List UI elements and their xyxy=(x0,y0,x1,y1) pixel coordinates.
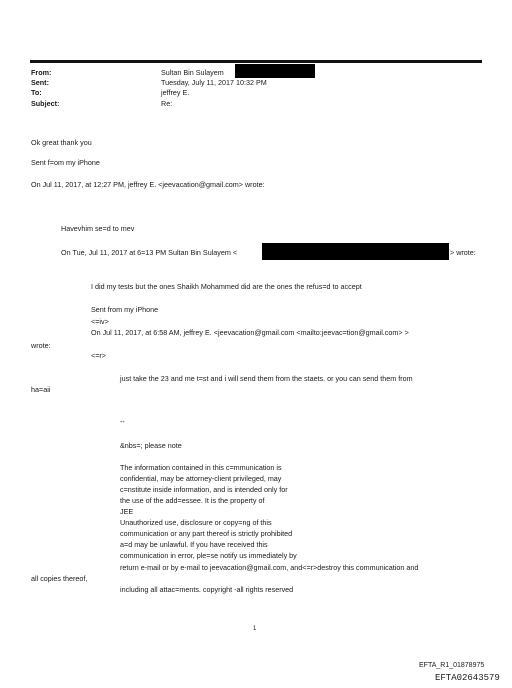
notice-line-8: a=d may be unlawful. If you have received this xyxy=(120,540,268,549)
notice-line-9: communication in error, ple=se notify us immediately by xyxy=(120,551,297,560)
quote-line-11: -- xyxy=(120,417,125,426)
notice-line-10: return e-mail or by e-mail to jeevacation@gmail.com, and<=r>destroy this communication and xyxy=(120,563,419,572)
quote-line-4: Sent from my iPhone xyxy=(91,305,159,314)
from-label: From: xyxy=(31,68,52,77)
quote-line-2-end: > wrote: xyxy=(450,248,476,257)
sent-value: Tuesday, July 11, 2017 10:32 PM xyxy=(161,78,267,87)
redaction-bar xyxy=(235,64,315,78)
quote-line-10: ha=aii xyxy=(31,385,51,394)
notice-line-4: the use of the add=essee. It is the property of xyxy=(120,496,265,505)
document-reference-1: EFTA_R1_01878975 xyxy=(419,662,485,669)
quote-line-3: I did my tests but the ones Shaikh Mohammed did are the ones the refus=d to accept xyxy=(91,282,362,291)
page-number: 1 xyxy=(253,626,257,632)
quote-line-8: <=r> xyxy=(91,351,106,360)
quote-line-2-start: On Tue, Jul 11, 2017 at 6=13 PM Sultan Bin Sulayem < xyxy=(61,248,238,257)
quote-line-12: &nbs=; please note xyxy=(120,441,182,450)
body-line-3: On Jul 11, 2017, at 12:27 PM, jeffrey E. <jeevacation@gmail.com> wrote: xyxy=(31,180,265,189)
from-value: Sultan Bin Sulayem xyxy=(161,68,224,77)
quote-line-5: <=iv> xyxy=(91,317,109,326)
notice-line-3: c=nstitute inside information, and is intended only for xyxy=(120,485,288,494)
header-rule xyxy=(30,60,482,63)
to-label: To: xyxy=(31,88,42,97)
notice-line-11: all copies thereof, xyxy=(31,574,88,583)
sent-label: Sent: xyxy=(31,78,49,87)
document-reference-2: EFTA02643579 xyxy=(435,673,500,683)
to-value: jeffrey E. xyxy=(161,88,190,97)
body-line-1: Ok great thank you xyxy=(31,138,92,147)
notice-line-1: The information contained in this c=mmunication is xyxy=(120,463,282,472)
quote-line-1: Havevhim se=d to mev xyxy=(61,224,135,233)
quote-line-9: just take the 23 and me t=st and i will send them from the staets. or you can send them from xyxy=(120,374,413,383)
body-line-2: Sent f=om my iPhone xyxy=(31,158,100,167)
notice-line-6: Unauthorized use, disclosure or copy=ng of this xyxy=(120,518,272,527)
subject-label: Subject: xyxy=(31,99,60,108)
quote-line-7: wrote: xyxy=(31,341,51,350)
quote-line-6: On Jul 11, 2017, at 6:58 AM, jeffrey E. <jeevacation@gmail.com <mailto:jeevac=tion@gmail.com> > xyxy=(91,328,409,337)
subject-value: Re: xyxy=(161,99,173,108)
notice-line-5: JEE xyxy=(120,507,134,516)
notice-line-2: confidential, may be attorney-client privileged, may xyxy=(120,474,282,483)
notice-line-12: including all attac=ments. copyright -all rights reserved xyxy=(120,585,294,594)
notice-line-7: communication or any part thereof is strictly prohibited xyxy=(120,529,293,538)
redaction-bar xyxy=(262,243,449,260)
